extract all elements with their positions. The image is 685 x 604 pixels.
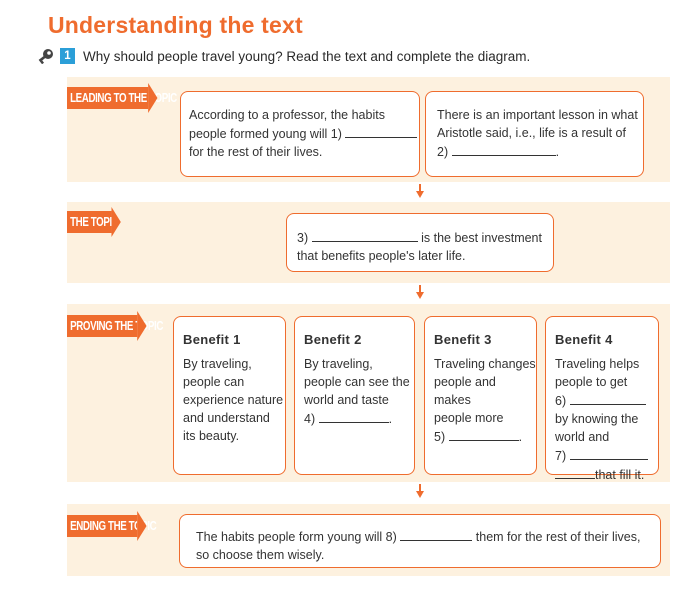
benefit-1-line-1: By traveling, xyxy=(183,357,252,371)
benefit-2-line-3: world and taste xyxy=(304,393,389,407)
leading-box-1-line-3: for the rest of their lives. xyxy=(189,145,323,159)
topic-section xyxy=(67,202,670,283)
leading-section xyxy=(67,77,670,182)
leading-box-2-line-2: Aristotle said, i.e., life is a result of xyxy=(437,126,626,140)
benefit-1-line-2: people can xyxy=(183,375,245,389)
benefit-3-line-2: people and makes xyxy=(434,375,496,407)
benefit-4-title: Benefit 4 xyxy=(555,332,613,347)
benefit-1-line-4: and understand xyxy=(183,411,270,425)
leading-box-2-line-3: 2) . xyxy=(437,142,643,161)
benefit-4-line-6: 7) xyxy=(555,446,658,465)
blank-2[interactable] xyxy=(452,142,556,156)
blank-3[interactable] xyxy=(312,228,418,242)
benefit-1-title: Benefit 1 xyxy=(183,332,241,347)
topic-box xyxy=(286,213,554,272)
leading-tag: LEADING TO THE TOPIC xyxy=(67,87,148,109)
proving-section xyxy=(67,304,670,482)
benefit-4-line-4: by knowing the xyxy=(555,412,639,426)
leading-box-2-line-1: There is an important lesson in what xyxy=(437,108,638,122)
blank-6[interactable] xyxy=(570,391,646,405)
ending-line-1: The habits people form young will 8) them for the rest of their lives, xyxy=(196,527,660,546)
topic-line-1: 3) is the best investment xyxy=(297,228,553,247)
benefit-4-line-7: that fill it. xyxy=(555,465,658,484)
topic-line-2: that benefits people's later life. xyxy=(297,249,466,263)
benefit-4-line-1: Traveling helps xyxy=(555,357,640,371)
benefit-1-line-5: its beauty. xyxy=(183,429,240,443)
page-title: Understanding the text xyxy=(48,12,303,38)
leading-box-2 xyxy=(425,91,644,177)
question-line xyxy=(36,47,530,65)
leading-box-1 xyxy=(180,91,420,177)
question-number-badge: 1 xyxy=(60,48,75,64)
benefit-2-box xyxy=(294,316,415,475)
benefit-1-line-3: experience nature xyxy=(183,393,284,407)
benefit-4-line-2: people to get xyxy=(555,375,628,389)
benefit-3-line-3: people more xyxy=(434,411,504,425)
key-icon xyxy=(36,48,54,64)
benefit-3-title: Benefit 3 xyxy=(434,332,492,347)
benefit-2-line-2: people can see the xyxy=(304,375,410,389)
benefit-2-line-4: 4) . xyxy=(304,409,414,428)
leading-box-1-line-1: According to a professor, the habits xyxy=(189,108,385,122)
blank-7-continued[interactable] xyxy=(555,465,595,479)
leading-box-1-line-2: people formed young will 1) xyxy=(189,124,419,143)
question-text: Why should people travel young? Read the text and complete the diagram. xyxy=(83,48,531,64)
ending-box xyxy=(179,514,661,568)
benefit-2-line-1: By traveling, xyxy=(304,357,373,371)
topic-tag: THE TOPIC xyxy=(67,211,111,233)
benefit-3-line-1: Traveling changes xyxy=(434,357,536,371)
benefit-2-title: Benefit 2 xyxy=(304,332,362,347)
benefit-3-line-4: 5) . xyxy=(434,427,536,446)
ending-tag: ENDING THE TOPIC xyxy=(67,515,137,537)
benefit-4-line-3: 6) xyxy=(555,391,658,410)
blank-1[interactable] xyxy=(345,124,417,138)
blank-8[interactable] xyxy=(400,527,472,541)
benefit-3-box xyxy=(424,316,537,475)
proving-tag: PROVING THE TOPIC xyxy=(67,315,137,337)
blank-5[interactable] xyxy=(449,427,519,441)
blank-7[interactable] xyxy=(570,446,648,460)
benefit-4-box xyxy=(545,316,659,482)
ending-section xyxy=(67,504,670,576)
ending-line-2: so choose them wisely. xyxy=(196,548,325,562)
blank-4[interactable] xyxy=(319,409,389,423)
benefit-4-line-5: world and xyxy=(555,430,610,444)
benefit-1-box xyxy=(173,316,286,475)
